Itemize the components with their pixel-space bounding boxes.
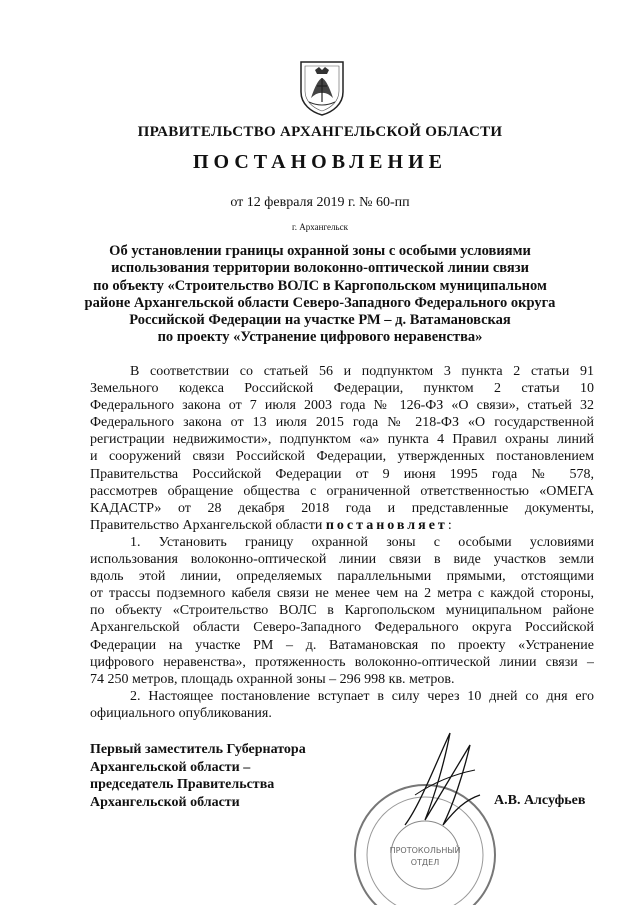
svg-text:ОТДЕЛ: ОТДЕЛ xyxy=(410,858,440,867)
title-line: районе Архангельской области Северо-Западного Федерального округа xyxy=(84,294,556,311)
body-line: рассмотрев обращение общества с ограниченной ответственностью «ОМЕГА xyxy=(90,483,594,499)
body-line: цифрового неравенства», протяженность волоконно-оптической линии связи – xyxy=(90,654,594,670)
title-line: Российской Федерации на участке РМ – д. Ватамановская xyxy=(129,312,511,329)
body-line: от трассы подземного кабеля связи не менее чем на 2 метра с каждой стороны, xyxy=(90,586,594,602)
handwritten-signature xyxy=(395,725,485,835)
body-line: вдоль этой линии, определяемых параллельными прямыми, отстоящими xyxy=(90,569,594,585)
body-line: Архангельской области Северо-Западного Федерального округа Российской xyxy=(90,620,594,636)
government-name: ПРАВИТЕЛЬСТВО АРХАНГЕЛЬСКОЙ ОБЛАСТИ xyxy=(137,124,503,140)
coat-of-arms-emblem xyxy=(297,58,347,116)
document-title xyxy=(60,243,580,347)
signatory-line: председатель Правительства xyxy=(90,777,275,792)
title-line: использования территории волоконно-оптической линии связи xyxy=(111,260,529,277)
document-type: ПОСТАНОВЛЕНИЕ xyxy=(193,151,447,173)
body-line: и сооружений связи Российской Федерации, утвержденных постановлением xyxy=(90,449,594,465)
signatory-line: Архангельской области xyxy=(90,794,240,810)
body-line: Федерального закона от 7 июля 2003 года № 126-ФЗ «О связи», статьей 32 xyxy=(90,398,594,414)
body-line: В соответствии со статьей 56 и подпунктом 3 пункта 2 статьи 91 xyxy=(130,364,594,379)
resolves-word: постановляет xyxy=(325,517,448,533)
body-line: использования волоконно-оптической линии связи в виде участков земли xyxy=(90,552,594,568)
signatory-name: А.В. Алсуфьев xyxy=(494,793,586,808)
svg-text:ПРОТОКОЛЬНЫЙ: ПРОТОКОЛЬНЫЙ xyxy=(389,846,461,855)
body-line: Федерации на участке РМ – д. Ватамановская по проекту «Устранение xyxy=(90,637,594,653)
body-line: официального опубликования. xyxy=(90,705,272,721)
signatory-position xyxy=(90,741,306,811)
clause-1-paragraph xyxy=(90,534,594,688)
body-line: 74 250 метров, площадь охранной зоны – 296 998 кв. метров. xyxy=(90,671,455,687)
government-subject: Правительство Архангельской области xyxy=(90,517,323,533)
clause-2-paragraph xyxy=(90,688,594,722)
title-line: по проекту «Устранение цифрового неравенства» xyxy=(157,329,483,346)
signatory-line: Архангельской области – xyxy=(90,759,251,775)
body-line: по объекту «Строительство ВОЛС в Каргопольском муниципальном районе xyxy=(90,603,594,619)
body-line: Правительство Архангельской области постановляет: xyxy=(90,517,452,533)
body-line: Земельного кодекса Российской Федерации, пунктом 2 статьи 10 xyxy=(90,381,594,397)
body-line: 1. Установить границу охранной зоны с особыми условиями xyxy=(130,534,594,550)
body-line: регистрации недвижимости», подпунктом «а» пункта 4 Правил охраны линий xyxy=(90,432,594,448)
body-line: Федерального закона от 13 июля 2015 года № 218-ФЗ «О государственной xyxy=(90,415,594,431)
city: г. Архангельск xyxy=(292,222,348,232)
body-line: КАДАСТР» от 28 декабря 2018 года и представленные документы, xyxy=(90,500,594,516)
title-line: Об установлении границы охранной зоны с особыми условиями xyxy=(109,243,531,259)
title-line: по объекту «Строительство ВОЛС в Каргопольском муниципальном xyxy=(93,277,547,294)
date-and-number: от 12 февраля 2019 г. № 60-пп xyxy=(230,195,410,210)
document-body xyxy=(90,363,594,722)
signatory-line: Первый заместитель Губернатора xyxy=(90,742,306,757)
body-line: Правительства Российской Федерации от 9 июня 1995 года № 578, xyxy=(90,466,594,482)
preamble-paragraph xyxy=(90,363,594,534)
body-line: 2. Настоящее постановление вступает в силу через 10 дней со дня его xyxy=(130,688,594,704)
